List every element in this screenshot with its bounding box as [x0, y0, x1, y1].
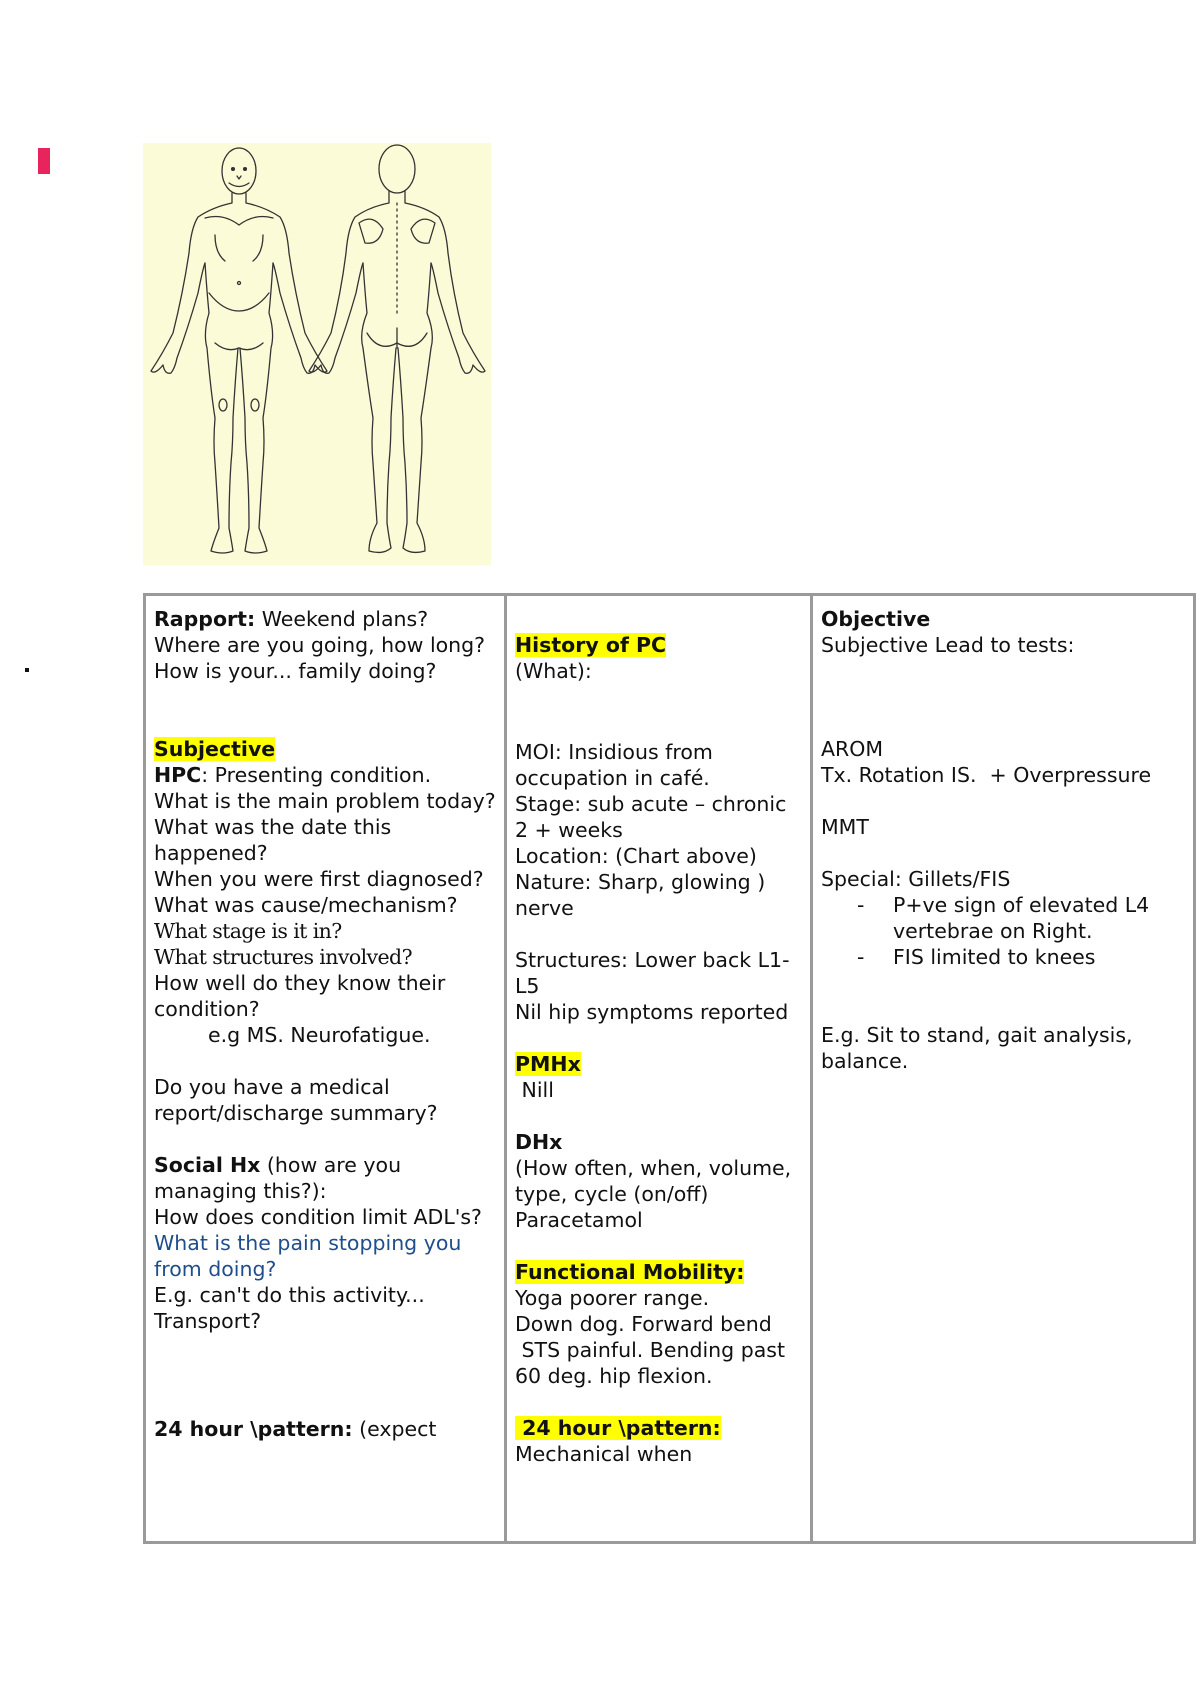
location-text: Location: (Chart above)	[515, 844, 757, 868]
special-item: - P+ve sign of elevated L4 vertebrae on Right.	[841, 892, 1185, 944]
functional-text: Down dog. Forward bend	[515, 1312, 772, 1336]
subjective-heading: Subjective	[154, 737, 276, 761]
pattern-heading: 24 hour \pattern:	[515, 1416, 721, 1440]
dhx-heading: DHx	[515, 1130, 563, 1154]
rapport-question: How is your... family doing?	[154, 659, 437, 683]
pmhx-value: Nill	[515, 1078, 554, 1102]
special-label: Special: Gillets/FIS	[821, 867, 1011, 891]
question: How does condition limit ADL's?	[154, 1205, 482, 1229]
dhx-detail: (How often, when, volume, type, cycle (on/off)	[515, 1156, 792, 1206]
social-line	[154, 1152, 496, 1204]
assessment-table	[143, 593, 1196, 1544]
objective-heading: Objective	[821, 607, 931, 631]
pattern-label: 24 hour \pattern:	[154, 1417, 353, 1441]
back-body-figure	[309, 145, 485, 552]
arom-label: AROM	[821, 737, 884, 761]
moi-text: MOI: Insidious from occupation in café.	[515, 740, 713, 790]
question: Transport?	[154, 1309, 262, 1333]
hpc-label: HPC	[154, 763, 202, 787]
stage-text: Stage: sub acute – chronic 2 + weeks	[515, 792, 787, 842]
rapport-label: Rapport:	[154, 607, 256, 631]
hpc-line	[154, 762, 496, 788]
rapport-line	[154, 606, 496, 632]
question: When you were first diagnosed?	[154, 867, 484, 891]
objective-lead: Subjective Lead to tests:	[821, 633, 1075, 657]
question: What structures involved?	[154, 945, 412, 969]
question: What was the date this happened?	[154, 815, 392, 865]
objective-column	[812, 595, 1195, 1543]
mmt-label: MMT	[821, 815, 869, 839]
rapport-question: Where are you going, how long?	[154, 633, 486, 657]
history-what: (What):	[515, 659, 592, 683]
special-list	[821, 892, 1185, 970]
example-tests: E.g. Sit to stand, gait analysis, balance.	[821, 1023, 1133, 1073]
question: What is the main problem today?	[154, 789, 496, 813]
social-label: Social Hx	[154, 1153, 261, 1177]
arom-tx: Tx. Rotation IS. + Overpressure	[821, 763, 1152, 787]
functional-heading: Functional Mobility:	[515, 1260, 745, 1284]
functional-text: STS painful. Bending past 60 deg. hip flexion.	[515, 1338, 792, 1388]
pattern-text: (expect	[352, 1417, 437, 1441]
social-text: (how are you managing this?):	[154, 1153, 402, 1203]
example-text: E.g. can't do this activity...	[154, 1283, 425, 1307]
question: What is the pain stopping you from doing?	[154, 1231, 462, 1281]
pmhx-heading: PMHx	[515, 1052, 581, 1076]
nature-text: Nature: Sharp, glowing ) nerve	[515, 870, 766, 920]
functional-text: Yoga poorer range.	[515, 1286, 710, 1310]
structures-text: Structures: Lower back L1-L5	[515, 948, 790, 998]
nil-hip-text: Nil hip symptoms reported	[515, 1000, 789, 1024]
rapport-text: Weekend plans?	[255, 607, 429, 631]
hpc-text: : Presenting condition.	[201, 763, 432, 787]
pattern-value: Mechanical when	[515, 1442, 693, 1466]
special-item: - FIS limited to knees	[841, 944, 1185, 970]
bullet-dot	[25, 668, 29, 672]
question: What stage is it in?	[154, 919, 342, 943]
front-body-figure	[151, 148, 327, 553]
question: How well do they know their condition?	[154, 971, 446, 1021]
subjective-column	[145, 595, 506, 1543]
body-chart-image	[143, 143, 491, 565]
dhx-value: Paracetamol	[515, 1208, 643, 1232]
history-column	[506, 595, 812, 1543]
history-heading: History of PC	[515, 633, 667, 657]
question: Do you have a medical report/discharge summary?	[154, 1075, 438, 1125]
question: What was cause/mechanism?	[154, 893, 458, 917]
example-text: e.g MS. Neurofatigue.	[208, 1023, 431, 1047]
margin-marker	[38, 148, 50, 174]
pattern-line	[154, 1416, 496, 1442]
